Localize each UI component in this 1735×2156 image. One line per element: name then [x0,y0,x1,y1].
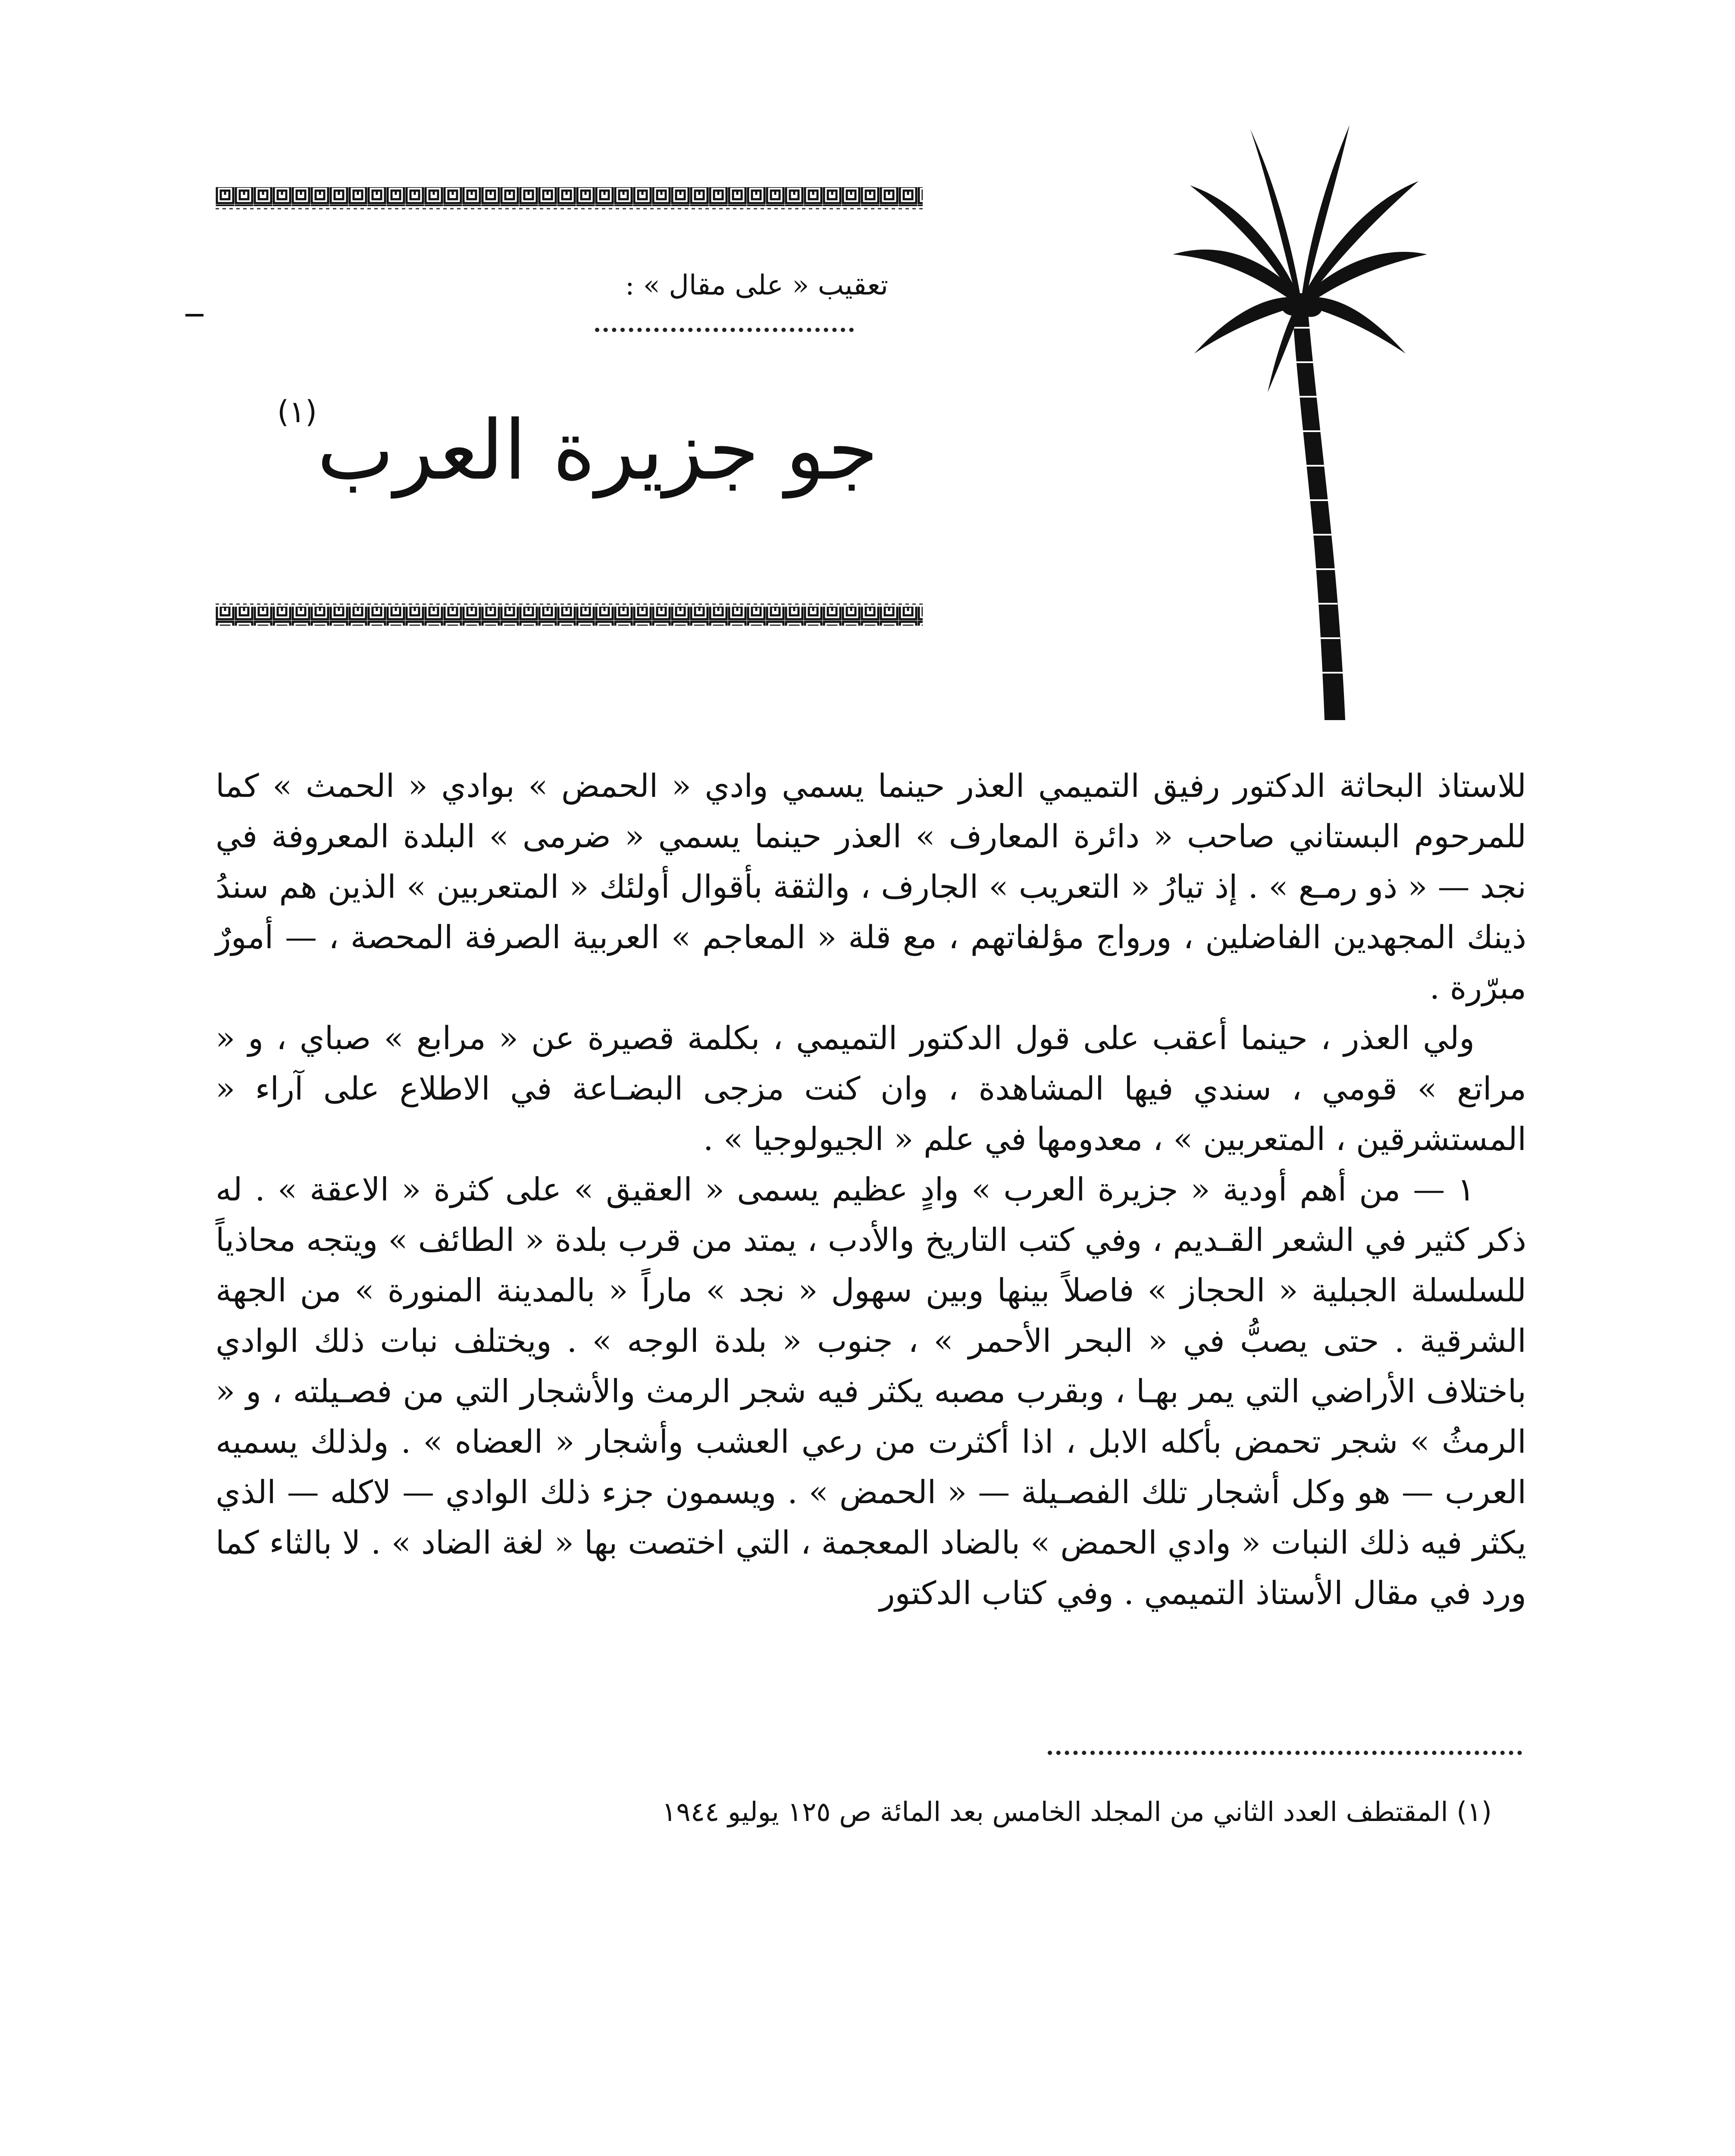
footnote: (١) المقتطف العدد الثاني من المجلد الخامس بعد المائة ص ١٢٥ يوليو ١٩٤٤ [662,1796,1492,1827]
ornamental-border-bottom [216,602,923,627]
subtitle-dotted-rule [595,328,854,332]
page-title [259,394,897,498]
ornamental-border-top [216,185,923,211]
footnote-separator [1048,1751,1522,1755]
paragraph-2: ولي العذر ، حينما أعقب على قول الدكتور التميمي ، بكلمة قصيرة عن « مرابع » صباي ، و « مراتع » قومي ، سندي فيها المشاهدة ، وان كنت مزجى البضـاعة في الاطلاع على آراء « المستشرقين ، المتعربين » ، معدومها في علم « الجيولوجيا » . [216,1020,1526,1158]
paragraph-3: ١ — من أهم أودية « جزيرة العرب » وادٍ عظيم يسمى « العقيق » على كثرة « الاعقة » . له ذكر كثير في الشعر القـديم ، وفي كتب التاريخ والأدب ، يمتد من قرب بلدة « الطائف » ويتجه محاذياً للسلسلة الجبلية « الحجاز » فاصلاً بينها وبين سهول « نجد » ماراً « بالمدينة المنورة » من الجهة الشرقية . حتى يصبُّ في « البحر الأحمر » ، جنوب « بلدة الوجه » . ويختلف نبات ذلك الوادي باختلاف الأراضي التي يمر بهـا ، وبقرب مصبه يكثر فيه شجر الرمث والأشجار التي من فصـيلته ، و « الرمثُ » شجر تحمض بأكله الابل ، اذا أكثرت من رعي العشب وأشجار « العضاه » . ولذلك يسميه العرب — هو وكل أشجار تلك الفصـيلة — « الحمض » . ويسمون جزء ذلك الوادي — لاكله — الذي يكثر فيه ذلك النبات « وادي الحمض » بالضاد المعجمة ، التي اختصت بها « لغة الضاد » . لا بالثاء كما ورد في مقال الأستاذ التميمي . وفي كتاب الدكتور [216,1171,1526,1612]
subtitle: تعقيب « على مقال » : [625,270,888,301]
title-text: جو جزيرة العرب [317,403,879,498]
article-body [216,761,1526,1619]
paragraph-1: للاستاذ البحاثة الدكتور رفيق التميمي العذر حينما يسمي وادي « الحمض » بوادي « الحمث » كما للمرحوم البستاني صاحب « دائرة المعارف » العذر حينما يسمي « ضرمى » البلدة المعروفة في نجد — « ذو رمـع » . إذ تيارُ « التعريب » الجارف ، والثقة بأقوال أولئك « المتعربين » الذين هم سندُ ذينك المجهدين الفاضلين ، ورواج مؤلفاتهم ، مع قلة « المعاجم » العربية الصرفة المحصة ، — أمورٌ مبرّرة . [216,768,1526,1006]
margin-mark [185,314,204,317]
title-footnote-marker: (١) [277,394,317,429]
palm-tree-icon [1164,112,1431,724]
